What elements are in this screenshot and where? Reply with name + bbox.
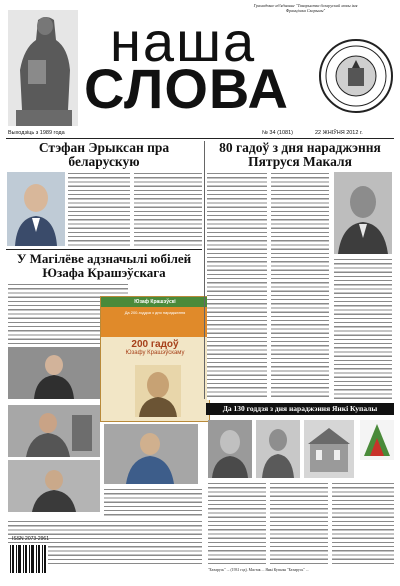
bottom-caption: "Беларусь" ... (1931 год). Мастак ... Янкі Купалы "Беларусь" ... [208, 568, 309, 572]
event-photo [8, 347, 100, 399]
society-emblem-icon [318, 38, 394, 114]
article-text [334, 258, 392, 400]
book-cover-subtitle: Да 200-годдзя з дня нараджэння [124, 310, 186, 315]
masthead-title-bottom: СЛОВА [84, 57, 289, 120]
event-photo [104, 424, 198, 484]
article-text [271, 172, 329, 400]
kupala-title: Да 130 годдзя з дня нараджэння Янкі Купалы [206, 403, 394, 415]
article-title-kraszewski-line2: Юзафа Крашэўскага [42, 265, 166, 280]
founded-note: Выходзіць з 1989 года [8, 130, 65, 136]
issue-date: 22 ЖНІЎНЯ 2012 г. [315, 130, 363, 136]
barcode-icon [8, 543, 48, 581]
masthead-divider [6, 138, 394, 139]
article-title-kraszewski [6, 252, 202, 280]
kupala-photo [256, 420, 300, 478]
issn-label: ISSN 2073-2961 [12, 536, 49, 542]
article-text [134, 172, 202, 246]
kupala-anniversary-logo [360, 420, 394, 460]
article-title-makal-line1: 80 гадоў з дня нараджэння [219, 140, 381, 155]
article-title-makal [206, 141, 394, 169]
book-cover-title [103, 339, 207, 357]
article-title-makal-line2: Пятруся Макаля [248, 154, 352, 169]
top-note: Грамадзкае аб'яднанне "Таварыства беларускай мовы імя Францішка Скарыны" [253, 3, 358, 13]
book-cover-name: Юзаф Крашэўскі [134, 299, 176, 305]
kupala-portrait [208, 420, 252, 478]
masthead-title-top: наша [110, 10, 257, 73]
makal-portrait [334, 172, 392, 254]
article-text [68, 172, 130, 246]
book-cover [100, 296, 210, 422]
article-text [208, 482, 266, 564]
masthead [0, 0, 400, 136]
event-photo [8, 460, 100, 512]
article-title-eriksson-line1: Стэфан Эрыксан пра беларускую [38, 140, 170, 169]
article-text [332, 482, 394, 564]
section-divider [6, 249, 202, 250]
article-text [207, 172, 267, 400]
issue-number: № 34 (1081) [262, 130, 293, 136]
book-cover-portrait [135, 365, 181, 417]
book-cover-header [101, 297, 209, 307]
book-cover-title-line2: Юзафу Крашэўскаму [125, 350, 185, 356]
book-cover-title-line1: 200 гадоў [131, 339, 179, 350]
article-text [270, 482, 328, 564]
eriksson-photo [7, 172, 65, 246]
event-photo [8, 405, 100, 457]
column-divider [204, 141, 205, 399]
article-text [104, 488, 202, 518]
museum-building-photo [304, 420, 354, 478]
book-cover-band [101, 307, 209, 337]
skaryna-statue-illustration [8, 10, 78, 126]
article-title-kraszewski-line1: У Магілёве адзначылі юбілей [16, 251, 192, 266]
